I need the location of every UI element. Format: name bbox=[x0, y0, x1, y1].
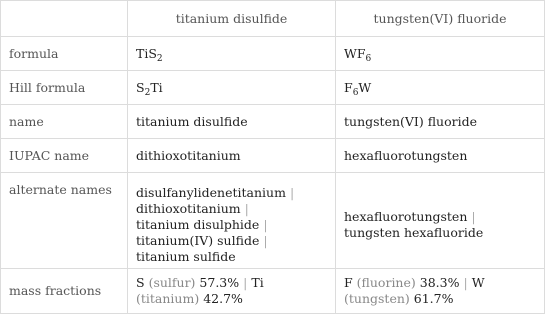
iupac-cell-a: dithioxotitanium bbox=[128, 139, 336, 173]
hill-part: F bbox=[344, 79, 353, 95]
separator: | bbox=[263, 217, 268, 232]
row-label-formula: formula bbox=[1, 37, 128, 71]
alternate-names-cell-b bbox=[336, 173, 545, 269]
separator: | bbox=[289, 185, 295, 200]
element-name: (fluorine) bbox=[356, 275, 416, 290]
separator: | bbox=[463, 275, 468, 290]
hill-subscript: 6 bbox=[352, 87, 359, 98]
hill-formula-cell-a bbox=[128, 71, 336, 105]
table-row-alternate-names bbox=[1, 173, 545, 269]
element-name: (titanium) bbox=[136, 291, 200, 306]
table-row-hill-formula bbox=[1, 71, 545, 105]
formula-base: WF bbox=[344, 45, 366, 61]
table-row-formula bbox=[1, 37, 545, 71]
element-name: (sulfur) bbox=[148, 275, 196, 290]
separator: | bbox=[244, 201, 249, 216]
header-row bbox=[1, 1, 545, 37]
separator: | bbox=[263, 233, 268, 248]
element-symbol: F bbox=[344, 275, 353, 290]
alt-name: titanium(IV) sulfide bbox=[136, 233, 260, 248]
formula-cell-b bbox=[336, 37, 545, 71]
element-symbol: S bbox=[136, 275, 145, 290]
alt-name: dithioxotitanium bbox=[136, 201, 241, 216]
mass-fractions-cell-a bbox=[128, 269, 336, 314]
name-cell-b: tungsten(VI) fluoride bbox=[336, 105, 545, 139]
element-symbol: Ti bbox=[251, 275, 264, 290]
column-header-titanium-disulfide: titanium disulfide bbox=[128, 1, 336, 37]
element-symbol: W bbox=[471, 275, 485, 290]
row-label-iupac-name: IUPAC name bbox=[1, 139, 128, 173]
table-row-iupac-name bbox=[1, 139, 545, 173]
formula-cell-a bbox=[128, 37, 336, 71]
corner-cell bbox=[1, 1, 128, 37]
row-label-alternate-names: alternate names bbox=[1, 173, 128, 269]
row-label-mass-fractions: mass fractions bbox=[1, 269, 128, 314]
separator: | bbox=[243, 275, 248, 290]
hill-part: Ti bbox=[150, 79, 163, 95]
row-label-hill-formula: Hill formula bbox=[1, 71, 128, 105]
alt-name: hexafluorotungsten bbox=[344, 209, 468, 224]
element-name: (tungsten) bbox=[344, 291, 410, 306]
table-row-mass-fractions bbox=[1, 269, 545, 314]
name-cell-a: titanium disulfide bbox=[128, 105, 336, 139]
hill-part: S bbox=[136, 79, 145, 95]
mass-value: 42.7% bbox=[203, 291, 243, 306]
hill-subscript: 2 bbox=[144, 87, 151, 98]
separator: | bbox=[471, 209, 476, 224]
alt-name: disulfanylidenetitanium bbox=[136, 185, 286, 200]
table-row-name bbox=[1, 105, 545, 139]
hill-formula-cell-b bbox=[336, 71, 545, 105]
hill-part: W bbox=[358, 79, 372, 95]
mass-value: 38.3% bbox=[419, 275, 460, 290]
formula-subscript: 6 bbox=[365, 53, 372, 64]
alt-name: titanium sulfide bbox=[136, 249, 236, 264]
column-header-tungsten-fluoride: tungsten(VI) fluoride bbox=[336, 1, 545, 37]
iupac-cell-b: hexafluorotungsten bbox=[336, 139, 545, 173]
mass-value: 61.7% bbox=[413, 291, 454, 306]
row-label-name: name bbox=[1, 105, 128, 139]
formula-base: TiS bbox=[136, 45, 157, 61]
alternate-names-cell-a bbox=[128, 173, 336, 269]
formula-subscript: 2 bbox=[156, 53, 163, 64]
mass-value: 57.3% bbox=[199, 275, 240, 290]
alt-name: tungsten hexafluoride bbox=[344, 225, 484, 240]
alt-name: titanium disulphide bbox=[136, 217, 260, 232]
mass-fractions-cell-b bbox=[336, 269, 545, 314]
